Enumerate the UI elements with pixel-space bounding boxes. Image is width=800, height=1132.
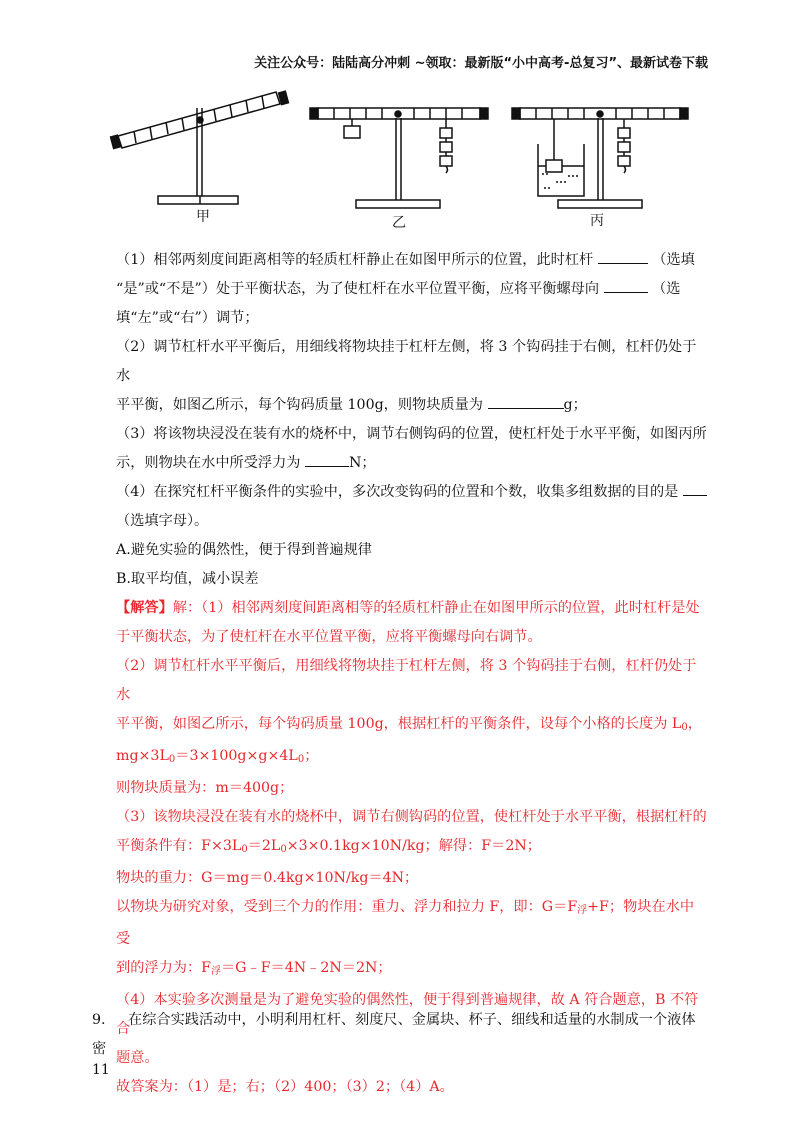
lever-balanced-with-weights-icon [310,108,488,208]
answer-blank [488,392,564,409]
next-question: 9. 在综合实践活动中，小明利用杠杆、刻度尺、金属块、杯子、细线和适量的水制成一个液体密 [92,1006,708,1064]
figure-label-jia: 甲 [196,209,210,225]
answer-blank [305,450,349,467]
question-part-1: （1）相邻两刻度间距离相等的轻质杠杆静止在如图甲所示的位置，此时杠杆 （选填 [116,246,708,275]
answer-tag: 【解答】 [116,600,173,616]
page-number: 11 [92,1062,110,1078]
page-header: 关注公众号：陆陆高分冲刺 ~领取：最新版“小中高考-总复习”、最新试卷下载 [254,56,708,71]
question-part-4: （4）在探究杠杆平衡条件的实验中，多次改变钩码的位置和个数，收集多组数据的目的是 [116,478,708,507]
lever-tilted-icon [111,91,289,204]
question-part-2: （2）调节杠杆水平平衡后，用细线将物块挂于杠杆左侧，将 3 个钩码挂于右侧，杠杆仍处于水 [116,339,697,384]
answer-section: 【解答】解：（1）相邻两刻度间距离相等的轻质杠杆静止在如图甲所示的位置，此时杠杆是处 于平衡状态，为了使杠杆在水平位置平衡，应将平衡螺母向右调节。 （2）调节杠杆水平平衡后，用细线将物块挂于杠杆左侧，将 3 个钩码挂于右侧，杠杆仍处于水 平平衡，如图乙所示，每个钩码质量 100g，根据杠杆的平衡条件，设每个小格的长度为 $L_0$， $mg\times 3L_0=3\times 100g\times g\times 4L_0$； 则物块质量为：m＝400g； （3）该物块浸没在装有水的烧杯中，调节右侧钩码的位置，使杠杆处于水平平衡，根据杠杆的 平衡条件有：$F\times 3L_0=2L_0\times 3\times 0.1kg\times 10N/kg$；解得：F＝2N； 物块的重力：G＝mg＝0.4kg×10N/kg＝4N； 以物块为研究对象，受到三个力的作用：重力、浮力和拉力 F，即：$G=F_浮+F$；物块在水中受 到的浮力为：$F_浮=G﹣F=4N﹣2N=2N$； （4）本实验多次测量是为了避免实验的偶然性，便于得到普遍规律，故 A 符合题意，B 不符合 题意。 故答案为：（1）是；右；（2）400；（3）2；（4）A。 [116,594,708,1102]
figure-label-bing: 丙 [590,213,604,229]
lever-diagrams [0,0,800,240]
question-number: 9. [92,1012,106,1028]
figure-label-yi: 乙 [392,215,406,231]
experiment-figures [0,0,800,240]
lever-with-beaker-icon [512,108,688,208]
question-part-3: （3）将该物块浸没在装有水的烧杯中，调节右侧钩码的位置，使杠杆处于水平平衡，如图丙所 [116,426,707,442]
final-answer: 故答案为：（1）是；右；（2）400；（3）2；（4）A。 [116,1079,454,1095]
answer-blank [683,479,707,496]
question-content: （1）相邻两刻度间距离相等的轻质杠杆静止在如图甲所示的位置，此时杠杆 （选填 “是”或“不是”）处于平衡状态，为了使杠杆在水平位置平衡，应将平衡螺母向 （选 填“左”或“右”）调节； （2）调节杠杆水平平衡后，用细线将物块挂于杠杆左侧，将 3 个钩码挂于右侧，杠杆仍处于水 平平衡，如图乙所示，每个钩码质量 100g，则物块质量为 g； （3）将该物块浸没在装有水的烧杯中，调节右侧钩码的位置，使杠杆处于水平平衡，如图丙所 示，则物块在水中所受浮力为 N； （4）在探究杠杆平衡条件的实验中，多次改变钩码的位置和个数，收集多组数据的目的是 （选填字母）。 A.避免实验的偶然性，便于得到普遍规律 B.取平均值，减小误差 【解答】解：（1）相邻两刻度间距离相等的轻质杠杆静止在如图甲所示的位置，此时杠杆是处 于平衡状态，为了使杠杆在水平位置平衡，应将平衡螺母向右调节。 （2）调节杠杆水平平衡后，用细线将物块挂于杠杆左侧，将 3 个钩码挂于右侧，杠杆仍处于水 平平衡，如图乙所示，每个钩码质量 100g，根据杠杆的平衡条件，设每个小格的长度为 $L_0$， $mg\times 3L_0=3\times 100g\times g\times 4L_0$； 则物块质量为：m＝400g； （3）该物块浸没在装有水的烧杯中，调节右侧钩码的位置，使杠杆处于水平平衡，根据杠杆的 平衡条件有：$F\times 3L_0=2L_0\times 3\times 0.1kg\times 10N/kg$；解得：F＝2N； 物块的重力：G＝mg＝0.4kg×10N/kg＝4N； 以物块为研究对象，受到三个力的作用：重力、浮力和拉力 F，即：$G=F_浮+F$；物块在水中受 到的浮力为：$F_浮=G﹣F=4N﹣2N=2N$； （4）本实验多次测量是为了避免实验的偶然性，便于得到普遍规律，故 A 符合题意，B 不符合 题意。 故答案为：（1）是；右；（2）400；（3）2；（4）A。 [116,246,708,1102]
option-b: B.取平均值，减小误差 [116,571,259,587]
answer-blank [604,276,648,293]
answer-blank [598,247,648,264]
option-a: A.避免实验的偶然性，便于得到普遍规律 [116,542,372,558]
